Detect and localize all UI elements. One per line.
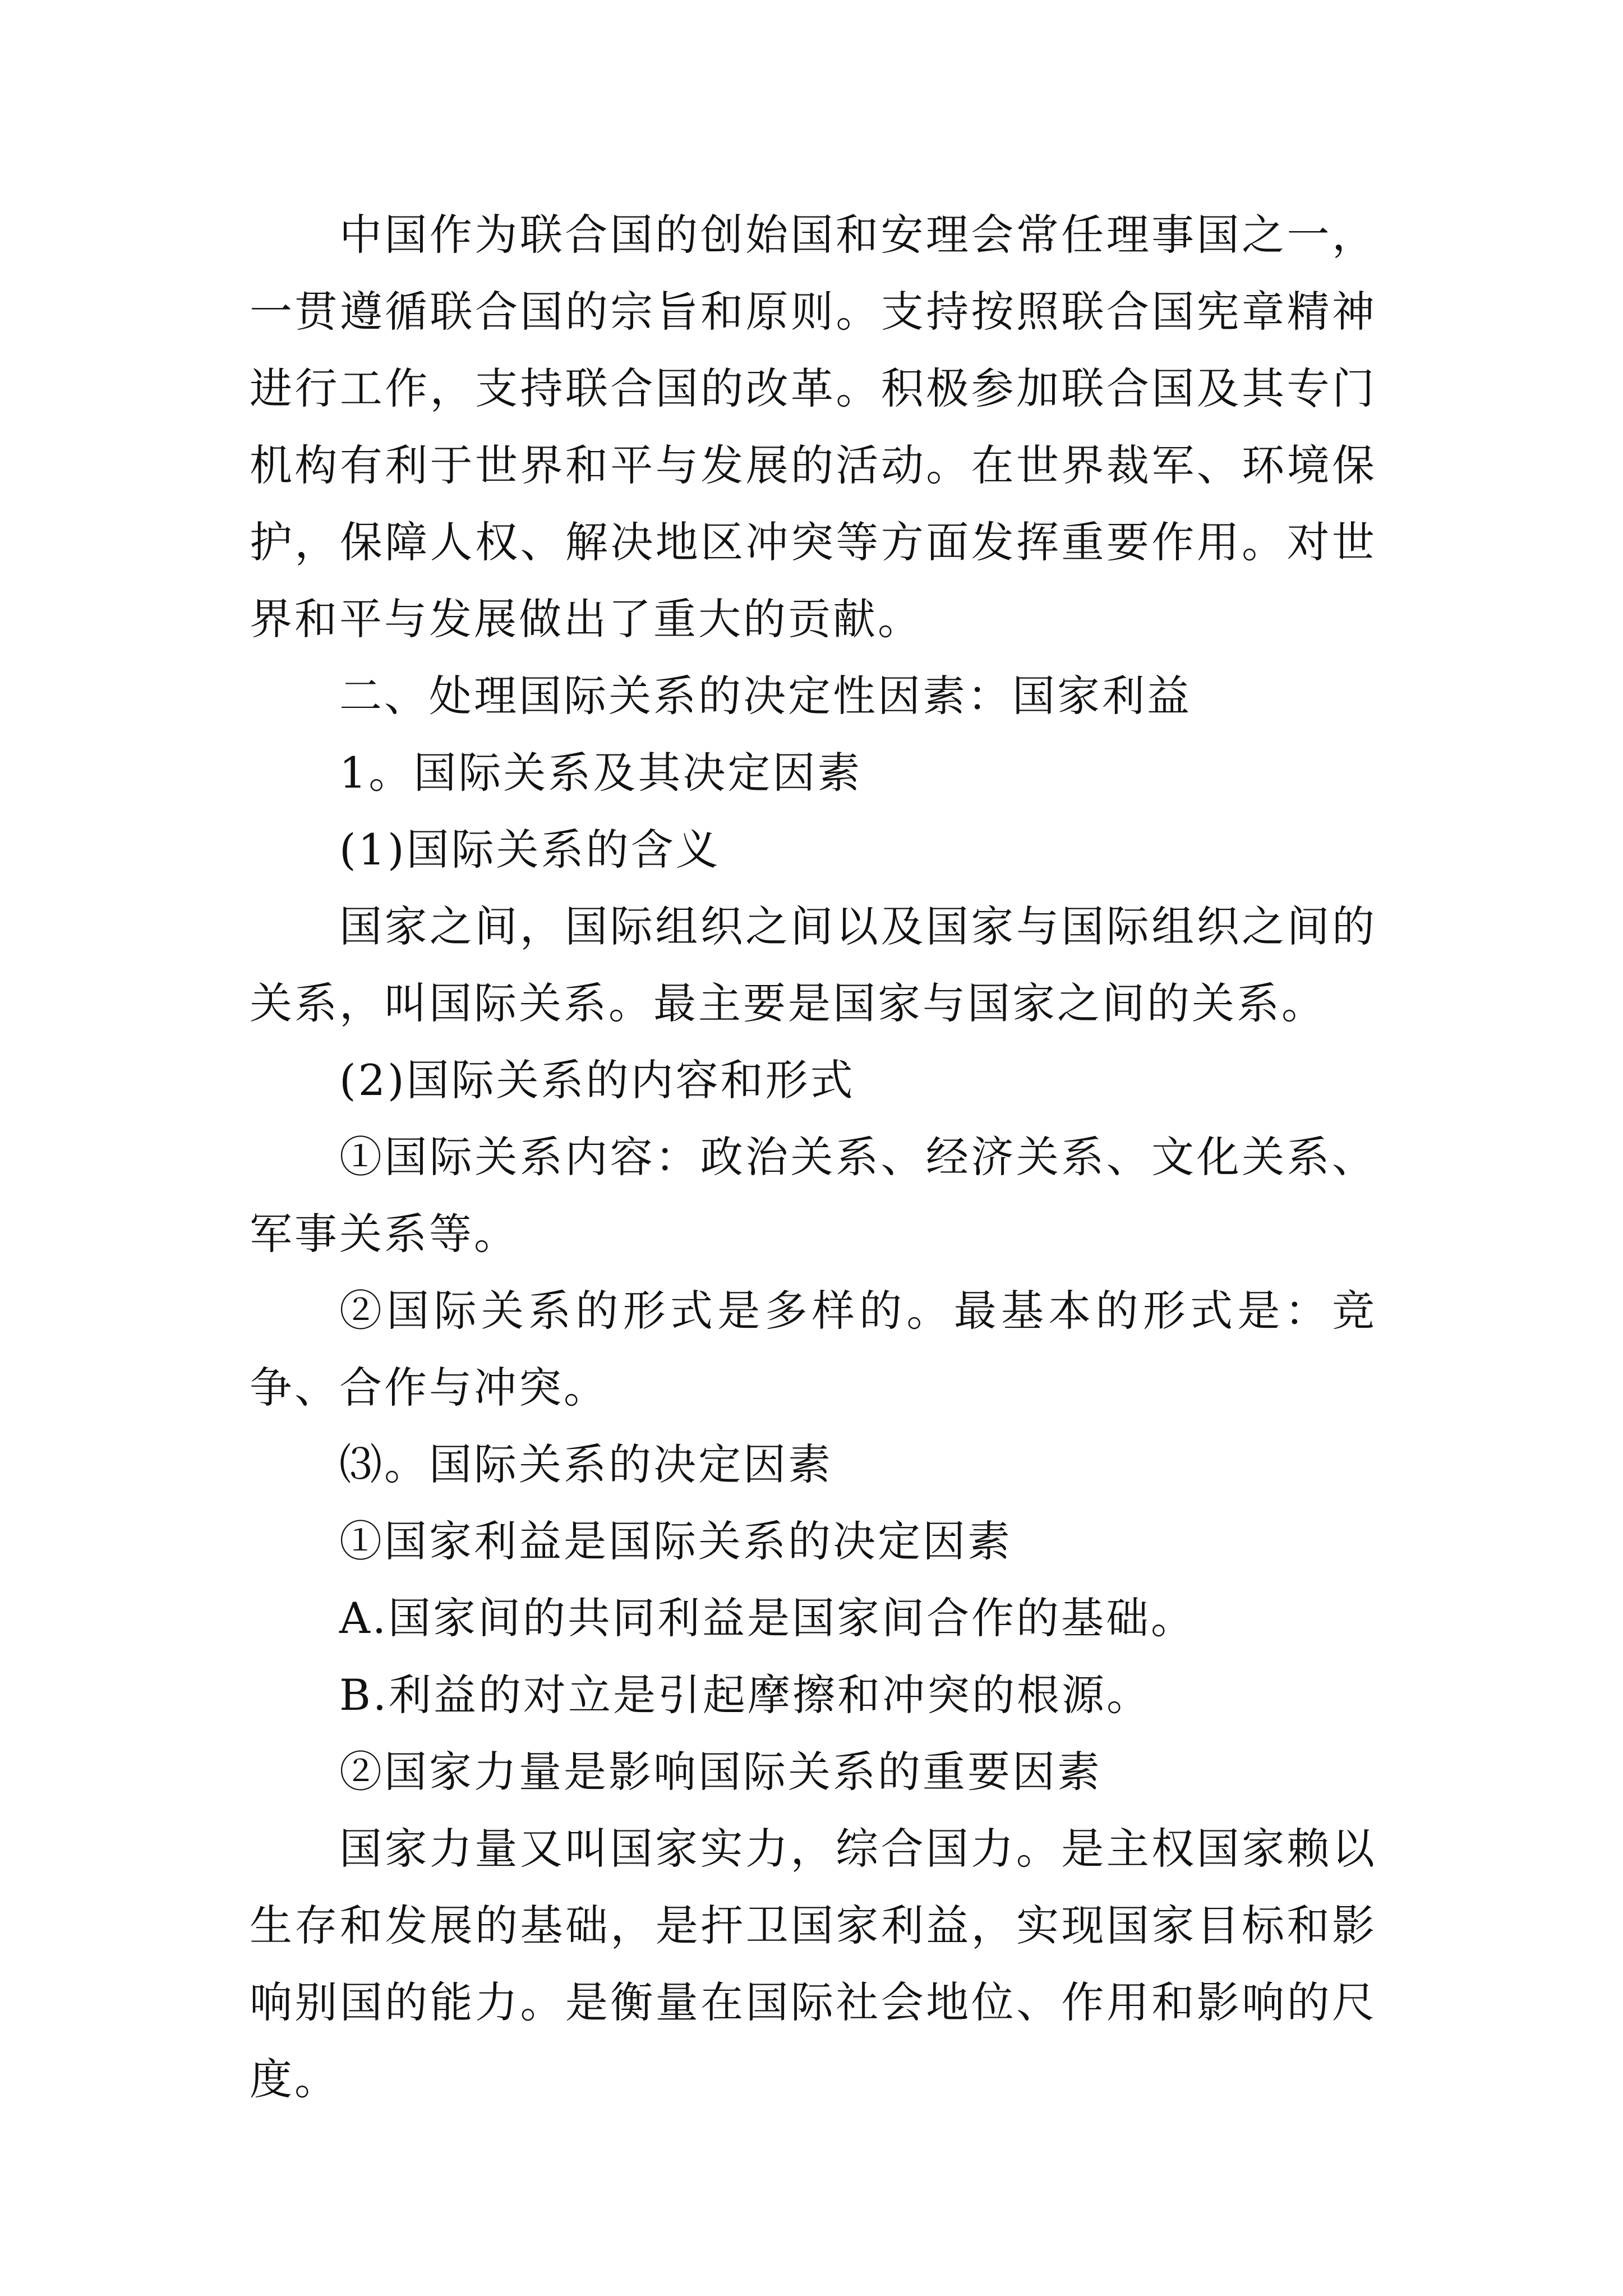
paragraph-un-role: 中国作为联合国的创始国和安理会常任理事国之一，一贯遵循联合国的宗旨和原则。支持按照联合国宪章精神进行工作，支持联合国的改革。积极参加联合国及其专门机构有利于世界和平与发展的活动。在世界裁军、环境保护，保障人权、解决地区冲突等方面发挥重要作用。对世界和平与发展做出了重大的贡献。	[250, 210, 1377, 644]
section-heading-national-interest: 二、处理国际关系的决定性因素：国家利益	[339, 671, 1192, 721]
paragraph-national-power: 国家力量又叫国家实力，综合国力。是主权国家赖以生存和发展的基础，是扞卫国家利益，实现国家目标和影响别国的能力。是衡量在国际社会地位、作用和影响的尺度。	[250, 1824, 1377, 2104]
subheading-international-relations: 1。国际关系及其决定因素	[339, 748, 863, 798]
item-opposed-interest: B.利益的对立是引起摩擦和冲突的根源。	[339, 1670, 1152, 1720]
subheading-determining-factors: ⑶。国际关系的决定因素	[339, 1439, 833, 1489]
subheading-meaning: (1)国际关系的含义	[339, 825, 721, 875]
item-national-power: ②国家力量是影响国际关系的重要因素	[339, 1747, 1102, 1797]
paragraph-definition: 国家之间，国际组织之间以及国家与国际组织之间的关系，叫国际关系。最主要是国家与国家之间的关系。	[250, 901, 1377, 1028]
item-common-interest: A.国家间的共同利益是国家间合作的基础。	[339, 1593, 1196, 1643]
document-body	[250, 196, 1377, 2118]
paragraph-content: ①国际关系内容：政治关系、经济关系、文化关系、军事关系等。	[250, 1132, 1377, 1259]
subheading-content-forms: (2)国际关系的内容和形式	[339, 1055, 855, 1105]
paragraph-forms: ②国际关系的形式是多样的。最基本的形式是：竞争、合作与冲突。	[250, 1286, 1377, 1412]
item-national-interest: ①国家利益是国际关系的决定因素	[339, 1516, 1012, 1566]
